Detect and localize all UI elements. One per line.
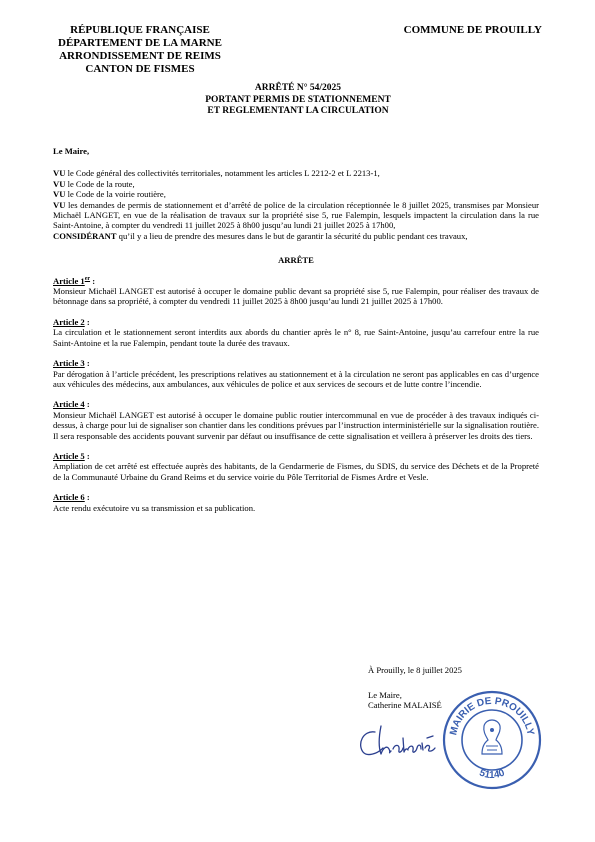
article xyxy=(53,492,539,513)
visas-list xyxy=(53,168,539,241)
salutation: Le Maire, xyxy=(53,146,90,156)
article-title: Article 2 : xyxy=(53,316,90,327)
visa-text: qu’il y a lieu de prendre des mesures dans le but de garantir la sécurité du public pendant ces travaux, xyxy=(116,230,468,241)
article-paragraph: Monsieur Michaël LANGET est autorisé à occuper le domaine public devant sa propriété sise 5, rue Falempin, pour réaliser des travaux de bétonnage dans sa propriété, à compter du vendredi 11 juillet 2025 à 8h00 jusqu’au lundi 21 juillet 2025 à 17h00. xyxy=(53,286,539,307)
mairie-stamp xyxy=(440,688,544,792)
document-title xyxy=(150,83,446,118)
article-paragraph: Acte rendu exécutoire vu sa transmission et sa publication. xyxy=(53,502,256,513)
title-line: ET REGLEMENTANT LA CIRCULATION xyxy=(207,106,389,116)
article-title: Article 1er : xyxy=(53,275,96,286)
article xyxy=(53,399,539,441)
article-title: Article 3 : xyxy=(53,358,90,369)
header-line: RÉPUBLIQUE FRANÇAISE xyxy=(70,24,210,36)
visa-text: les demandes de permis de stationnement et d’arrêté de police de la circulation réceptionnée le 8 juillet 2025, transmises par Monsieur Michaël LANGET, en vue de la réalisation de travaux sur la propriété sise 5, rue Falempin, lesquels impactent la circulation dans la rue Saint-Antoine, à compter du vendredi 11 juillet 2025 à 8h00 jusqu’au lundi 21 juillet 2025 à 17h00, xyxy=(53,199,539,231)
article xyxy=(53,317,539,348)
visa-text: le Code de la voirie routière, xyxy=(65,189,166,200)
visa-text: le Code de la route, xyxy=(65,178,135,189)
article-paragraph: Par dérogation à l’article précédent, les prescriptions relatives au stationnement et à la circulation ne seront pas applicables en cas d’urgence aux véhicules des médecins, aux ambulances, aux véhicules de police et aux services de secours et de lutte contre l’incendie. xyxy=(53,368,539,389)
article xyxy=(53,451,539,482)
visa-item xyxy=(53,189,539,199)
article-title: Article 5 : xyxy=(53,450,90,461)
visa-keyword: VU xyxy=(53,168,66,179)
visa-item xyxy=(53,179,539,189)
article-paragraph: Monsieur Michaël LANGET est autorisé à occuper le domaine public routier intercommunal en vue de procéder à des travaux indiqués ci-dessus, à charge pour lui de signaliser son chantier dans les conditions prévues par l’instruction interministérielle sur la signalisation routière. xyxy=(53,409,539,431)
article-title: Article 6 : xyxy=(53,492,90,503)
header-line: ARRONDISSEMENT DE REIMS xyxy=(59,50,221,62)
visa-keyword: VU xyxy=(53,178,66,189)
decision-heading: ARRÊTE xyxy=(278,255,314,266)
visa-text: le Code général des collectivités territoriales, notamment les articles L 2212-2 et L 2213-1, xyxy=(65,168,380,179)
commune-name: COMMUNE DE PROUILLY xyxy=(403,24,542,36)
article xyxy=(53,358,539,389)
stamp-postcode: 51140 xyxy=(477,767,507,782)
place-date: À Prouilly, le 8 juillet 2025 xyxy=(368,665,462,675)
article-title: Article 4 : xyxy=(53,399,90,410)
header-administrative-block xyxy=(40,24,240,76)
signatory-role: Le Maire, xyxy=(368,690,402,700)
signatory-name: Catherine MALAISÉ xyxy=(368,700,442,711)
stamp-top-text: MAIRIE DE PROUILLY xyxy=(448,695,536,737)
visa-item xyxy=(53,231,539,241)
handwritten-signature xyxy=(355,718,445,764)
title-line: ARRÊTÉ N° 54/2025 xyxy=(254,83,342,93)
article-paragraph: La circulation et le stationnement seront interdits aux abords du chantier après le n° 8, rue Saint-Antoine, jusqu’au carrefour entre la rue Saint-Antoine et la rue Falempin, pendant toute la durée des travaux. xyxy=(53,327,539,348)
header-line: DÉPARTEMENT DE LA MARNE xyxy=(58,37,222,49)
marianne-emblem-icon xyxy=(482,720,502,754)
document-body xyxy=(53,146,539,513)
header-line: CANTON DE FISMES xyxy=(85,63,195,75)
visa-keyword: VU xyxy=(53,199,66,210)
article-paragraph: Ampliation de cet arrêté est effectuée auprès des habitants, de la Gendarmerie de Fismes, du SDIS, du service des Déchets et de la Propreté de la Communauté Urbaine du Grand Reims et du service voirie du Pôle Territorial de Fismes Ardre et Vesle. xyxy=(53,461,539,482)
visa-keyword: VU xyxy=(53,189,66,200)
visa-item xyxy=(53,168,539,178)
article xyxy=(53,276,539,307)
title-line: PORTANT PERMIS DE STATIONNEMENT xyxy=(205,94,391,105)
article-paragraph: Il sera responsable des accidents pouvant survenir par défaut ou insuffisance de cette signalisation et veillera à préserver les droits des tiers. xyxy=(53,430,533,441)
visa-keyword: CONSIDÉRANT xyxy=(53,230,117,241)
visa-item xyxy=(53,200,539,231)
